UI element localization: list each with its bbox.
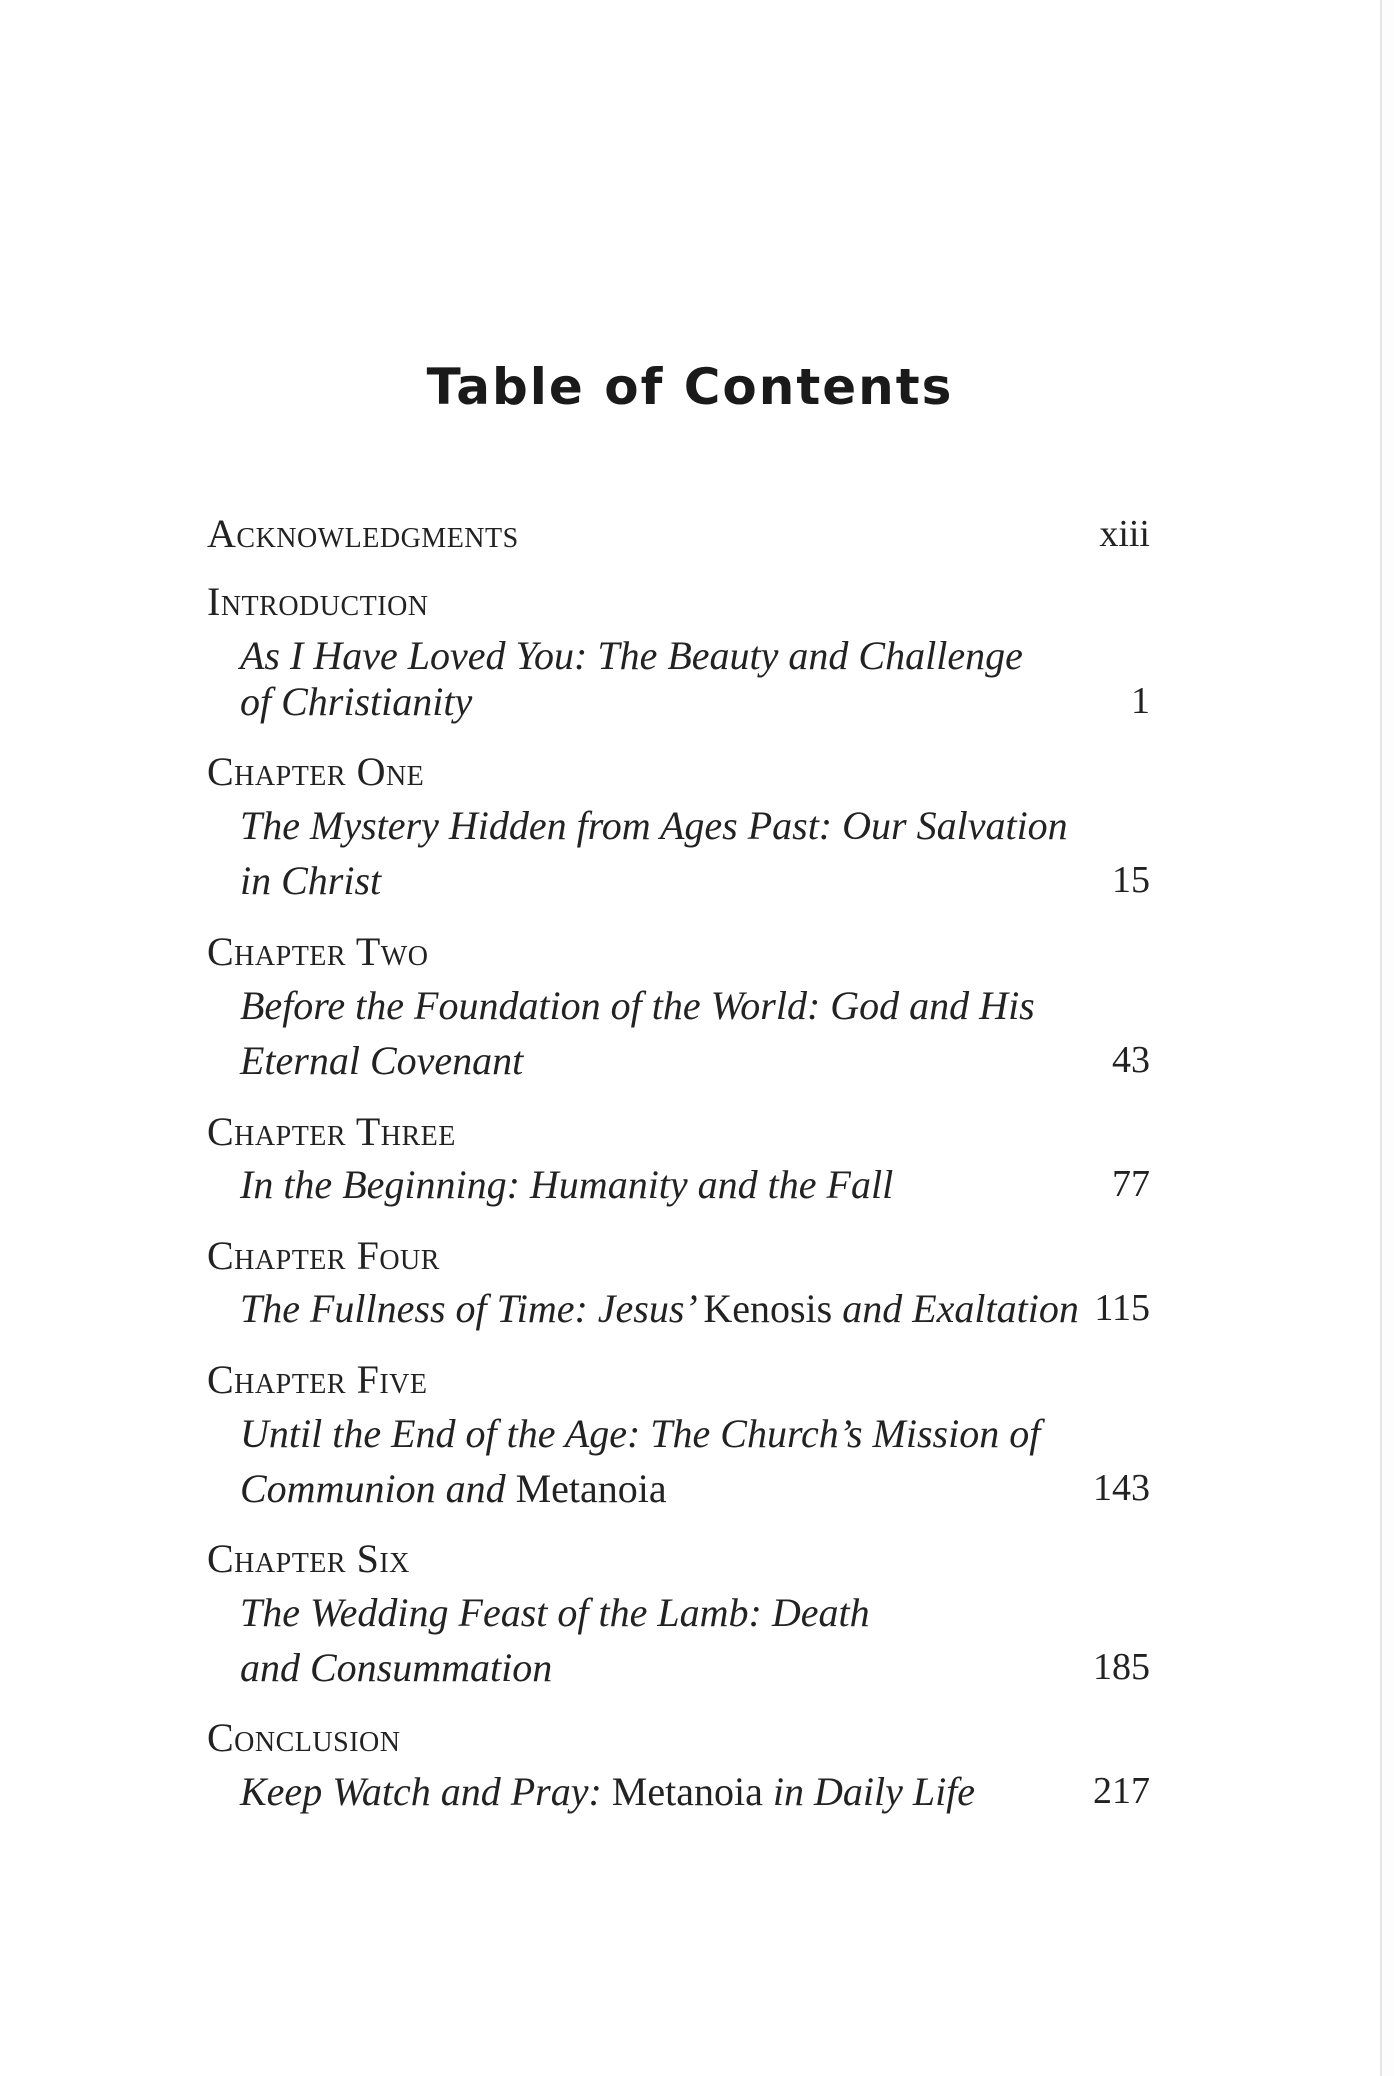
toc-heading-chapter-two: Chapter Two — [207, 929, 429, 974]
toc-heading-chapter-three: Chapter Three — [207, 1109, 456, 1154]
toc-page-conclusion: 217 — [1093, 1770, 1150, 1812]
toc-page-chapter-three: 77 — [1112, 1163, 1150, 1205]
toc-title-line: in Christ — [240, 858, 382, 903]
toc-title-line: Before the Foundation of the World: God and His — [240, 983, 1035, 1028]
toc-title-segment: Communion and — [240, 1466, 516, 1511]
toc-title-line — [240, 1768, 975, 1815]
toc-page-chapter-six: 185 — [1093, 1646, 1150, 1688]
toc-title-line: of Christianity — [240, 679, 473, 724]
toc-title-line: As I Have Loved You: The Beauty and Challenge — [240, 633, 1023, 678]
toc-title-segment: The Fullness of Time: Jesus’ — [240, 1286, 704, 1331]
toc-title-line: Eternal Covenant — [240, 1038, 524, 1083]
toc-title-segment: Metanoia — [515, 1466, 667, 1511]
toc-heading-chapter-one: Chapter One — [207, 749, 425, 794]
toc-title-line — [240, 1285, 1079, 1332]
toc-page-chapter-five: 143 — [1093, 1467, 1150, 1509]
toc-title-line: Until the End of the Age: The Church’s Mission of — [240, 1411, 1041, 1456]
toc-title-line: In the Beginning: Humanity and the Fall — [240, 1162, 894, 1207]
toc-title-segment: and Exaltation — [832, 1286, 1079, 1331]
toc-page-chapter-one: 15 — [1112, 859, 1150, 901]
toc-title-line: The Wedding Feast of the Lamb: Death — [240, 1590, 870, 1635]
toc-title-segment: Metanoia — [611, 1769, 763, 1814]
toc-heading-acknowledgments: Acknowledgments — [207, 511, 519, 556]
toc-heading-chapter-six: Chapter Six — [207, 1536, 410, 1581]
toc-page-chapter-four: 115 — [1094, 1287, 1150, 1329]
toc-title-segment: Keep Watch and Pray: — [240, 1769, 612, 1814]
toc-title-line — [240, 1465, 667, 1512]
toc-title-line: The Mystery Hidden from Ages Past: Our Salvation — [240, 803, 1068, 848]
toc-heading-chapter-four: Chapter Four — [207, 1233, 440, 1278]
toc-title-segment: in Daily Life — [762, 1769, 976, 1814]
toc-page-introduction: 1 — [1131, 680, 1150, 722]
page-title: Table of Contents — [426, 358, 954, 416]
toc-heading-introduction: Introduction — [207, 579, 429, 624]
toc-title-segment: Kenosis — [703, 1286, 833, 1331]
toc-heading-chapter-five: Chapter Five — [207, 1357, 428, 1402]
toc-title-line: and Consummation — [240, 1645, 553, 1690]
toc-heading-conclusion: Conclusion — [207, 1715, 401, 1760]
toc-page-chapter-two: 43 — [1112, 1039, 1150, 1081]
toc-page-acknowledgments: xiii — [1099, 513, 1150, 555]
